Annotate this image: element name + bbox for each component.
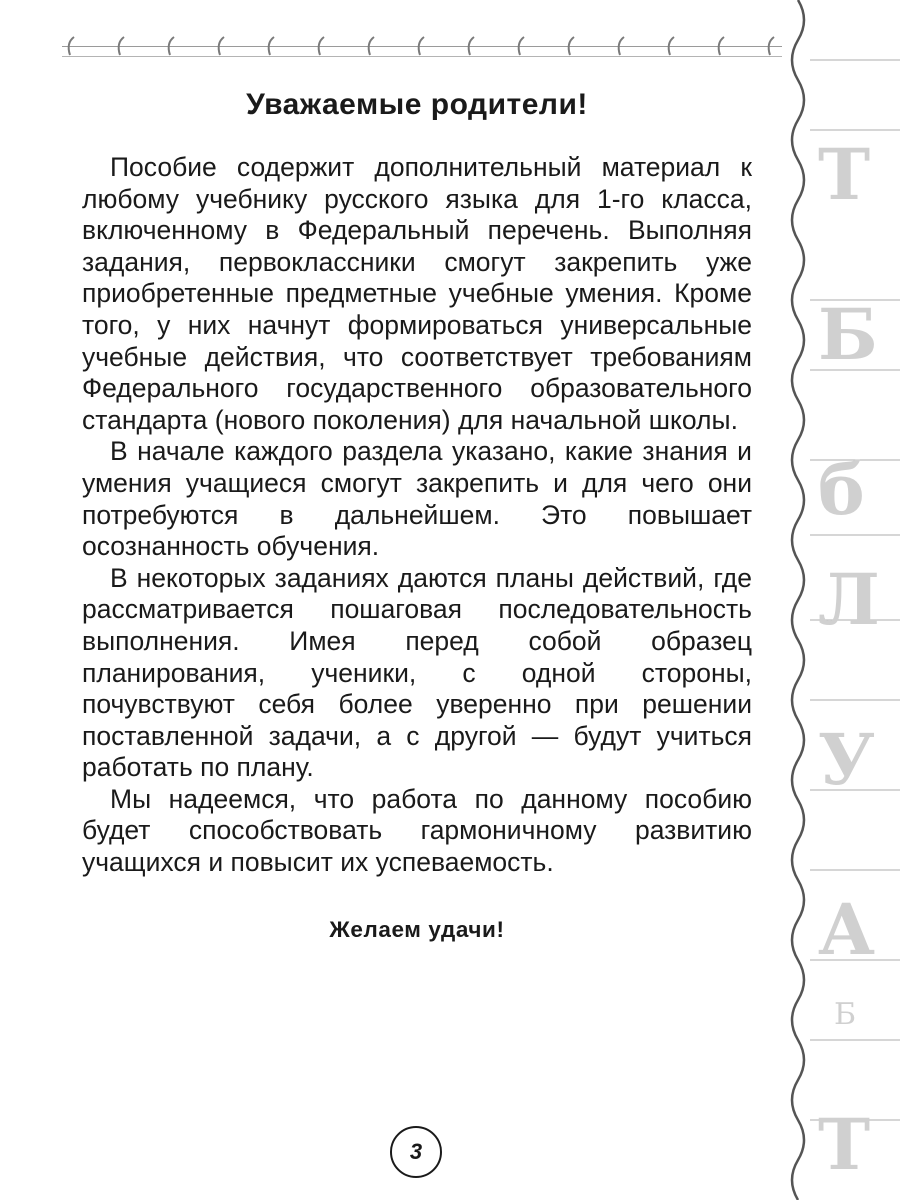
closing-wish: Желаем удачи!	[329, 916, 505, 942]
page-heading: Уважаемые родители!	[246, 88, 588, 121]
paragraph-3: В некоторых заданиях даются планы действий, где рассматривается пошаговая последовательность выполнения. Имея перед собой образец планирования, ученики, с одной стороны, почувствуют себя более уверенно при решении поставленной задачи, а с другой — будут учиться работать по плану.	[82, 562, 752, 783]
spiral-binding-icon	[0, 0, 800, 70]
page-number: 3	[409, 1139, 423, 1164]
paragraph-1: Пособие содержит дополнительный материал к любому учебнику русского языка для 1-го класса, включенному в Федеральный перечень. Выполняя задания, первоклассники смогут закрепить уже приобретенные предметные учебные умения. Кроме того, у них начнут формироваться универсальные учебные действия, что соответствует требованиям Федерального государственного образовательного стандарта (нового поколения) для начальной школы.	[82, 152, 752, 435]
decorative-letter: Т	[818, 133, 871, 216]
decorative-letter: Б	[834, 997, 857, 1032]
decorative-letter: Б	[818, 293, 878, 376]
decorative-letter: А	[818, 888, 876, 971]
text-content	[82, 82, 752, 943]
paragraph-4: Мы надеемся, что работа по данному пособию будет способствовать гармоничному развитию учащихся и повысит их успеваемость.	[82, 783, 752, 878]
decorative-letter: б	[818, 448, 865, 531]
decorative-letter: Л	[818, 558, 880, 641]
decorative-letter: Т	[818, 1103, 871, 1186]
decorative-letter: У	[818, 718, 875, 801]
decorative-letters	[788, 0, 900, 1200]
decorative-side-strip	[788, 0, 900, 1200]
paragraph-2: В начале каждого раздела указано, какие знания и умения учащиеся смогут закрепить и для чего они потребуются в дальнейшем. Это повышает осознанность обучения.	[82, 436, 752, 562]
page-number-badge	[390, 1126, 442, 1178]
